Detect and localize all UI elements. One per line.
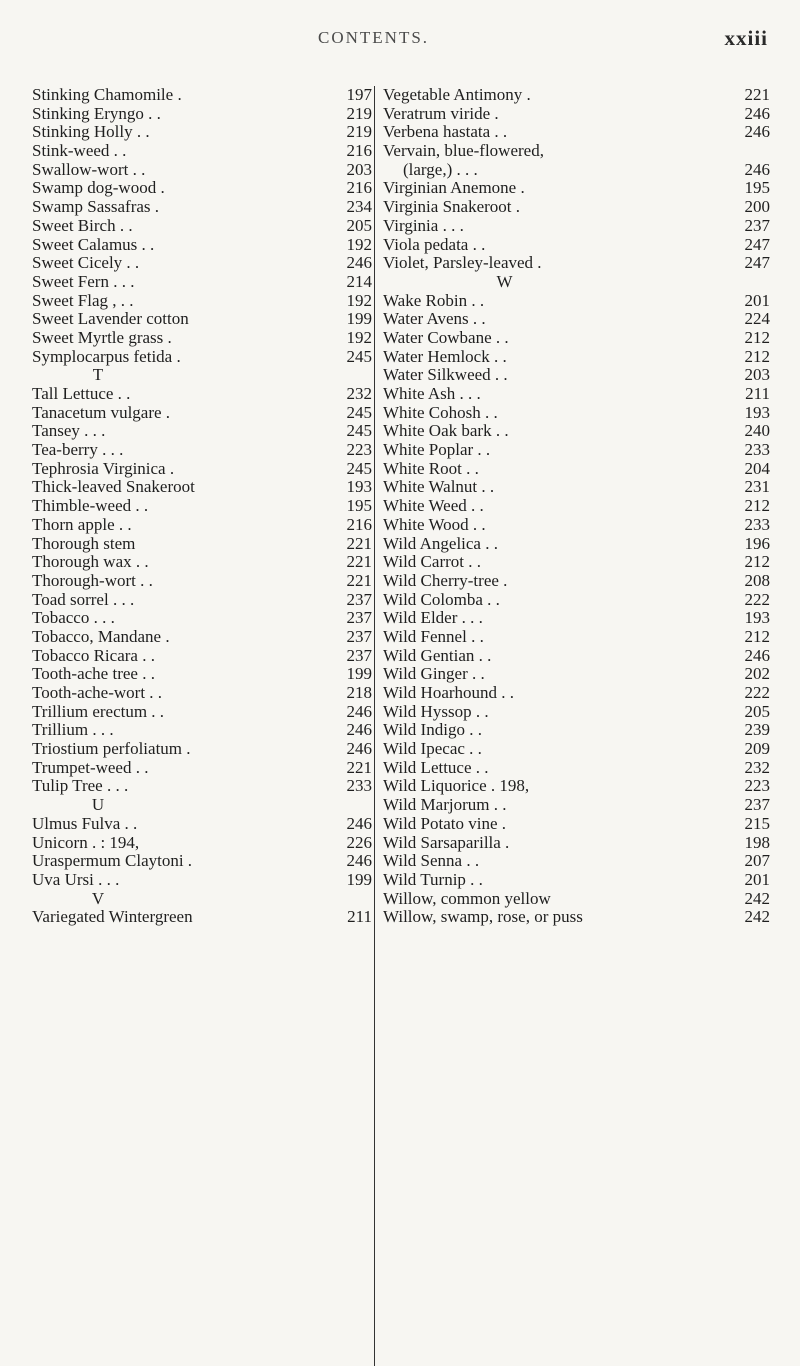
entry-page-number: 195 xyxy=(744,178,770,198)
entry-name: Vervain, blue-flowered, xyxy=(383,141,544,161)
index-entry xyxy=(32,871,374,890)
index-entry xyxy=(32,236,374,255)
entry-page-number: 232 xyxy=(744,757,770,777)
entry-name: Tobacco . . . xyxy=(32,608,115,628)
index-entry xyxy=(32,86,374,105)
entry-page-number: 216 xyxy=(346,514,372,534)
entry-name: Viola pedata . . xyxy=(383,234,486,254)
entry-name: Toad sorrel . . . xyxy=(32,589,135,609)
entry-name: Sweet Flag , . . xyxy=(32,290,134,310)
index-entry xyxy=(383,348,776,367)
entry-page-number: 237 xyxy=(744,215,770,235)
entry-page-number: 192 xyxy=(346,327,372,347)
entry-name: Wake Robin . . xyxy=(383,290,485,310)
index-entry xyxy=(383,591,776,610)
entry-page-number: 205 xyxy=(744,701,770,721)
entry-page-number: 221 xyxy=(346,552,372,572)
entry-page-number: 222 xyxy=(744,589,770,609)
entry-name: Wild Angelica . . xyxy=(383,533,498,553)
entry-name: Thick-leaved Snakeroot xyxy=(32,477,195,497)
entry-name: Wild Sarsaparilla . xyxy=(383,832,510,852)
section-letter-label: V xyxy=(91,888,105,908)
index-entry xyxy=(383,236,776,255)
entry-name: Triostium perfoliatum . xyxy=(32,739,191,759)
entry-page-number: 247 xyxy=(744,253,770,273)
entry-name: (large,) . . . xyxy=(403,159,478,179)
entry-page-number: 199 xyxy=(346,664,372,684)
entry-name: Stink-weed . . xyxy=(32,141,127,161)
entry-page-number: 242 xyxy=(744,888,770,908)
index-entry xyxy=(383,292,776,311)
index-entry xyxy=(32,217,374,236)
entry-name: White Weed . . xyxy=(383,496,484,516)
index-entry xyxy=(383,815,776,834)
index-entry xyxy=(32,404,374,423)
entry-name: Water Hemlock . . xyxy=(383,346,507,366)
entry-name: Tooth-ache tree . . xyxy=(32,664,155,684)
index-entry xyxy=(32,516,374,535)
entry-page-number: 201 xyxy=(744,869,770,889)
index-entry xyxy=(32,740,374,759)
entry-name: White Poplar . . xyxy=(383,440,491,460)
index-entry xyxy=(383,123,776,142)
index-entry xyxy=(383,908,776,927)
index-entry xyxy=(383,179,776,198)
entry-page-number: 193 xyxy=(744,402,770,422)
entry-page-number: 197 xyxy=(346,85,372,104)
entry-name: Stinking Chamomile . xyxy=(32,85,182,104)
entry-page-number: 222 xyxy=(744,683,770,702)
entry-page-number: 207 xyxy=(744,851,770,871)
section-letter xyxy=(32,890,374,909)
entry-page-number: 208 xyxy=(744,570,770,590)
entry-name: Wild Marjorum . . xyxy=(383,795,507,815)
section-letter-label: T xyxy=(92,365,104,385)
index-entry xyxy=(32,478,374,497)
entry-page-number: 237 xyxy=(346,589,372,609)
entry-name: Wild Lettuce . . xyxy=(383,757,489,777)
entry-name: Verbena hastata . . xyxy=(383,122,508,142)
entry-page-number: 221 xyxy=(346,570,372,590)
entry-page-number: 242 xyxy=(744,907,770,927)
entry-page-number: 246 xyxy=(346,813,372,833)
index-entry xyxy=(32,684,374,703)
entry-page-number: 216 xyxy=(346,141,372,161)
index-entry xyxy=(32,609,374,628)
entry-page-number: 245 xyxy=(346,458,372,478)
entry-name: Wild Hoarhound . . xyxy=(383,683,515,702)
entry-name: Ulmus Fulva . . xyxy=(32,813,138,833)
entry-name: Veratrum viride . xyxy=(383,103,499,123)
index-entry xyxy=(383,516,776,535)
index-entry xyxy=(32,572,374,591)
entry-page-number: 226 xyxy=(346,832,372,852)
entry-page-number: 237 xyxy=(346,626,372,646)
entry-page-number: 192 xyxy=(346,234,372,254)
entry-page-number: 198 xyxy=(744,832,770,852)
entry-page-number: 232 xyxy=(346,384,372,403)
entry-page-number: 203 xyxy=(346,159,372,179)
entry-name: Sweet Calamus . . xyxy=(32,234,155,254)
entry-name: Virginian Anemone . xyxy=(383,178,525,198)
entry-name: Unicorn . : 194, xyxy=(32,832,140,852)
entry-page-number: 224 xyxy=(744,309,770,329)
entry-page-number: 246 xyxy=(744,103,770,123)
index-entry xyxy=(383,553,776,572)
index-entry xyxy=(32,385,374,404)
index-entry xyxy=(32,665,374,684)
index-entry xyxy=(32,591,374,610)
entry-name: White Cohosh . . xyxy=(383,402,498,422)
entry-name: Wild Turnip . . xyxy=(383,869,483,889)
entry-page-number: 201 xyxy=(744,290,770,310)
index-entry xyxy=(383,834,776,853)
entry-name: Wild Potato vine . xyxy=(383,813,507,833)
index-entry xyxy=(383,572,776,591)
index-entry xyxy=(383,329,776,348)
index-entry xyxy=(32,759,374,778)
index-entry xyxy=(383,105,776,124)
entry-name: Wild Senna . . xyxy=(383,851,480,871)
entry-page-number: 246 xyxy=(744,159,770,179)
entry-page-number: 212 xyxy=(744,496,770,516)
index-entry xyxy=(383,460,776,479)
entry-name: Trumpet-weed . . xyxy=(32,757,149,777)
index-entry xyxy=(383,441,776,460)
entry-name: Wild Elder . . . xyxy=(383,608,483,628)
index-entry xyxy=(32,834,374,853)
entry-name: Wild Liquorice . 198, xyxy=(383,776,530,796)
index-entry xyxy=(383,161,776,180)
entry-name: Wild Carrot . . xyxy=(383,552,481,572)
entry-page-number: 245 xyxy=(346,421,372,441)
section-letter xyxy=(32,366,374,385)
entry-page-number: 221 xyxy=(744,85,770,104)
entry-page-number: 196 xyxy=(744,533,770,553)
entry-name: Virginia Snakeroot . xyxy=(383,197,521,217)
entry-page-number: 215 xyxy=(744,813,770,833)
entry-page-number: 247 xyxy=(744,234,770,254)
index-entry xyxy=(383,217,776,236)
entry-name: White Root . . xyxy=(383,458,479,478)
index-entry xyxy=(32,460,374,479)
section-letter-label: U xyxy=(91,795,105,815)
index-entry xyxy=(383,310,776,329)
entry-page-number: 219 xyxy=(346,122,372,142)
index-entry xyxy=(32,179,374,198)
entry-page-number: 239 xyxy=(744,720,770,740)
index-entry xyxy=(383,422,776,441)
index-entry xyxy=(383,871,776,890)
page-header xyxy=(0,28,800,58)
entry-name: Swamp dog-wood . xyxy=(32,178,165,198)
index-entry xyxy=(383,684,776,703)
entry-page-number: 237 xyxy=(346,645,372,665)
index-entry xyxy=(383,535,776,554)
entry-page-number: 209 xyxy=(744,739,770,759)
index-entry xyxy=(383,628,776,647)
entry-name: Sweet Fern . . . xyxy=(32,271,135,291)
entry-page-number: 223 xyxy=(346,440,372,460)
entry-page-number: 246 xyxy=(346,253,372,273)
entry-page-number: 221 xyxy=(346,757,372,777)
entry-name: Tephrosia Virginica . xyxy=(32,458,175,478)
index-entry xyxy=(32,273,374,292)
index-column-right xyxy=(374,86,776,1366)
index-entry xyxy=(32,535,374,554)
entry-page-number: 246 xyxy=(346,739,372,759)
entry-name: Uva Ursi . . . xyxy=(32,869,120,889)
entry-name: Tansey . . . xyxy=(32,421,106,441)
index-entry xyxy=(32,329,374,348)
entry-page-number: 246 xyxy=(744,122,770,142)
entry-name: Wild Ginger . . xyxy=(383,664,485,684)
entry-name: Willow, swamp, rose, or puss xyxy=(383,907,583,927)
entry-name: Sweet Birch . . xyxy=(32,215,133,235)
entry-name: Wild Cherry-tree . xyxy=(383,570,508,590)
index-entry xyxy=(383,366,776,385)
entry-page-number: 245 xyxy=(346,346,372,366)
entry-page-number: 199 xyxy=(346,869,372,889)
index-entry xyxy=(383,703,776,722)
index-entry xyxy=(32,422,374,441)
index-entry xyxy=(383,740,776,759)
entry-page-number: 233 xyxy=(744,440,770,460)
entry-page-number: 233 xyxy=(346,776,372,796)
entry-page-number: 231 xyxy=(744,477,770,497)
entry-page-number: 246 xyxy=(346,720,372,740)
entry-name: Tall Lettuce . . xyxy=(32,384,131,403)
entry-page-number: 212 xyxy=(744,626,770,646)
entry-name: Virginia . . . xyxy=(383,215,464,235)
section-letter xyxy=(32,796,374,815)
entry-name: Swamp Sassafras . xyxy=(32,197,160,217)
entry-name: Violet, Parsley-leaved . xyxy=(383,253,542,273)
entry-name: Wild Gentian . . xyxy=(383,645,492,665)
index-entry xyxy=(32,441,374,460)
entry-page-number: 246 xyxy=(346,851,372,871)
entry-name: Sweet Cicely . . xyxy=(32,253,140,273)
index-entry xyxy=(383,385,776,404)
index-entry xyxy=(32,310,374,329)
index-entry xyxy=(32,703,374,722)
entry-page-number: 203 xyxy=(744,365,770,385)
entry-name: Wild Fennel . . xyxy=(383,626,484,646)
index-entry xyxy=(32,348,374,367)
entry-name: Thimble-weed . . xyxy=(32,496,149,516)
index-entry xyxy=(383,852,776,871)
entry-page-number: 216 xyxy=(346,178,372,198)
entry-page-number: 240 xyxy=(744,421,770,441)
entry-name: Variegated Wintergreen xyxy=(32,907,193,927)
entry-name: Sweet Myrtle grass . xyxy=(32,327,172,347)
entry-name: Tulip Tree . . . xyxy=(32,776,129,796)
entry-name: White Walnut . . xyxy=(383,477,495,497)
entry-page-number: 219 xyxy=(346,103,372,123)
index-entry xyxy=(32,628,374,647)
entry-page-number: 212 xyxy=(744,346,770,366)
running-title: CONTENTS. xyxy=(318,28,430,47)
index-entry xyxy=(32,815,374,834)
entry-page-number: 205 xyxy=(346,215,372,235)
entry-page-number: 223 xyxy=(744,776,770,796)
entry-name: Swallow-wort . . xyxy=(32,159,146,179)
entry-name: Thorn apple . . xyxy=(32,514,132,534)
index-entry xyxy=(32,908,374,927)
entry-name: Tea-berry . . . xyxy=(32,440,124,460)
entry-name: Thorough wax . . xyxy=(32,552,149,572)
index-entry xyxy=(383,497,776,516)
entry-name: Sweet Lavender cotton xyxy=(32,309,189,329)
entry-page-number: 221 xyxy=(346,533,372,553)
index-entry xyxy=(383,142,776,161)
entry-name: Tanacetum vulgare . xyxy=(32,402,171,422)
entry-page-number: 193 xyxy=(346,477,372,497)
index-entry xyxy=(32,777,374,796)
entry-page-number: 245 xyxy=(346,402,372,422)
entry-page-number: 211 xyxy=(745,384,770,403)
entry-name: Tooth-ache-wort . . xyxy=(32,683,163,702)
entry-page-number: 200 xyxy=(744,197,770,217)
entry-name: Tobacco, Mandane . xyxy=(32,626,170,646)
index-entry xyxy=(383,404,776,423)
index-entry xyxy=(383,609,776,628)
index-entry xyxy=(383,478,776,497)
section-letter-label: W xyxy=(496,271,513,291)
index-entry xyxy=(32,123,374,142)
entry-page-number: 233 xyxy=(744,514,770,534)
entry-page-number: 202 xyxy=(744,664,770,684)
index-entry xyxy=(32,142,374,161)
entry-name: Thorough stem xyxy=(32,533,136,553)
index-entry xyxy=(383,665,776,684)
index-entry xyxy=(383,777,776,796)
entry-page-number: 199 xyxy=(346,309,372,329)
section-letter xyxy=(383,273,776,292)
entry-name: Wild Indigo . . xyxy=(383,720,482,740)
entry-page-number: 195 xyxy=(346,496,372,516)
entry-page-number: 212 xyxy=(744,327,770,347)
entry-name: Thorough-wort . . xyxy=(32,570,153,590)
entry-page-number: 237 xyxy=(346,608,372,628)
entry-name: Wild Ipecac . . xyxy=(383,739,482,759)
entry-name: Tobacco Ricara . . xyxy=(32,645,155,665)
entry-name: Uraspermum Claytoni . xyxy=(32,851,193,871)
index-entry xyxy=(32,553,374,572)
index-entry xyxy=(383,647,776,666)
index-entry xyxy=(32,497,374,516)
entry-page-number: 218 xyxy=(346,683,372,702)
entry-name: Trillium erectum . . xyxy=(32,701,165,721)
entry-name: Water Silkweed . . xyxy=(383,365,508,385)
entry-page-number: 193 xyxy=(744,608,770,628)
entry-page-number: 234 xyxy=(346,197,372,217)
index-entry xyxy=(32,852,374,871)
index-entry xyxy=(32,254,374,273)
entry-name: Water Avens . . xyxy=(383,309,486,329)
index-entry xyxy=(32,292,374,311)
index-entry xyxy=(383,254,776,273)
index-entry xyxy=(32,198,374,217)
entry-name: White Oak bark . . xyxy=(383,421,509,441)
entry-name: Vegetable Antimony . xyxy=(383,85,531,104)
entry-page-number: 211 xyxy=(347,907,372,927)
entry-name: Wild Hyssop . . xyxy=(383,701,489,721)
index-entry xyxy=(383,721,776,740)
entry-name: White Ash . . . xyxy=(383,384,481,403)
entry-page-number: 204 xyxy=(744,458,770,478)
entry-name: Trillium . . . xyxy=(32,720,114,740)
index-entry xyxy=(32,721,374,740)
index-entry xyxy=(383,796,776,815)
entry-page-number: 246 xyxy=(346,701,372,721)
entry-page-number: 237 xyxy=(744,795,770,815)
entry-name: Stinking Holly . . xyxy=(32,122,150,142)
index-column-left xyxy=(32,86,374,1366)
entry-name: Water Cowbane . . xyxy=(383,327,509,347)
index-entry xyxy=(383,890,776,909)
index-entry xyxy=(32,647,374,666)
entry-page-number: 214 xyxy=(346,271,372,291)
entry-page-number: 212 xyxy=(744,552,770,572)
entry-name: Stinking Eryngo . . xyxy=(32,103,161,123)
entry-name: Symplocarpus fetida . xyxy=(32,346,181,366)
index-entry xyxy=(32,161,374,180)
index-entry xyxy=(383,759,776,778)
page-number: xxiii xyxy=(724,26,768,50)
entry-name: Willow, common yellow xyxy=(383,888,551,908)
entry-name: White Wood . . xyxy=(383,514,486,534)
index-entry xyxy=(32,105,374,124)
entry-page-number: 192 xyxy=(346,290,372,310)
index-entry xyxy=(383,86,776,105)
entry-name: Wild Colomba . . xyxy=(383,589,500,609)
index-entry xyxy=(383,198,776,217)
entry-page-number: 246 xyxy=(744,645,770,665)
